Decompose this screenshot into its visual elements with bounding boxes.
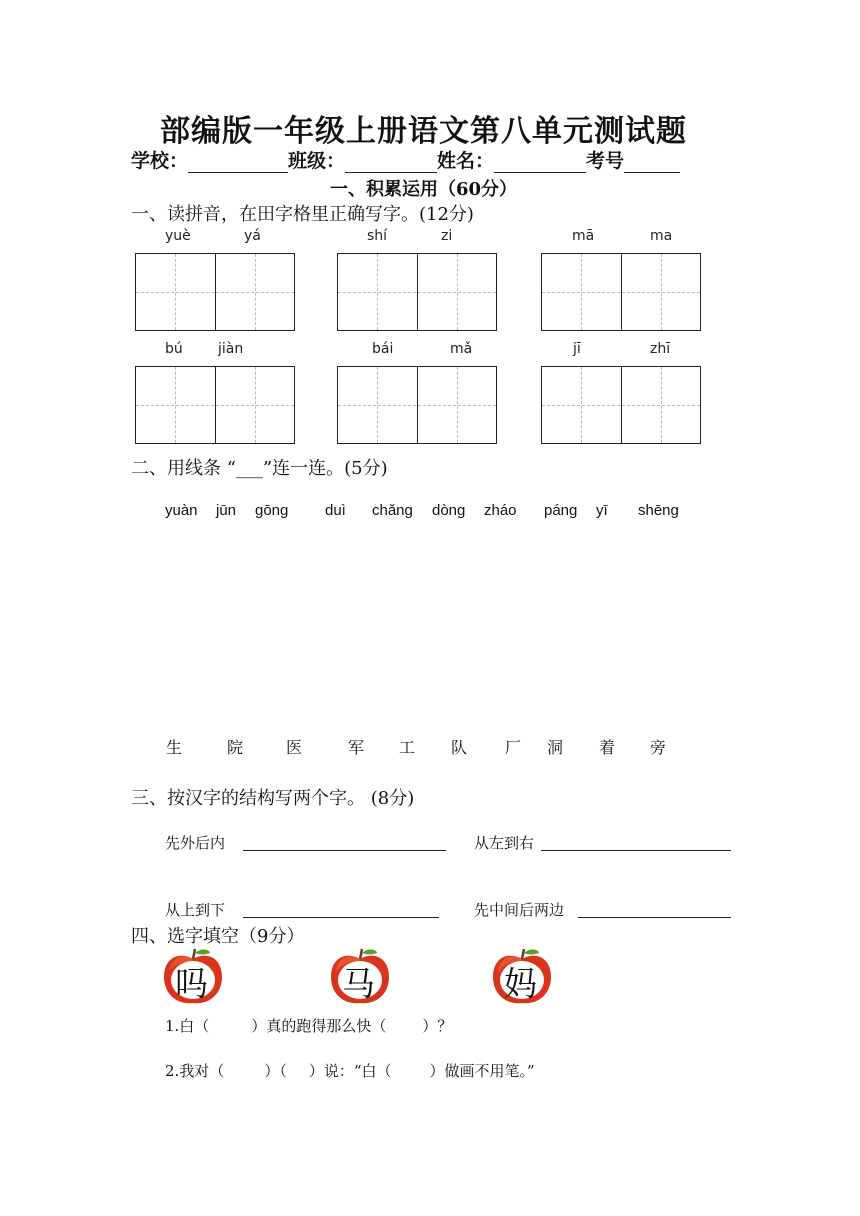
pinyin-word: gōng xyxy=(255,502,289,519)
hanzi-character: 厂 xyxy=(505,738,522,757)
sentence-1-part: ）真的跑得那么快（ xyxy=(251,1017,387,1035)
pinyin-label: yuè xyxy=(165,228,191,244)
apple-character-card xyxy=(327,947,393,1007)
class-blank[interactable] xyxy=(345,156,437,173)
structure-label: 先中间后两边 xyxy=(474,901,565,919)
pinyin-word: zháo xyxy=(484,502,517,519)
pinyin-label: zi xyxy=(441,228,453,244)
pinyin-label: shí xyxy=(367,228,388,244)
hanzi-character: 着 xyxy=(599,738,616,757)
sentence-1-part: ）？ xyxy=(422,1017,453,1035)
pinyin-label: mā xyxy=(572,228,595,244)
pinyin-word: yuàn xyxy=(165,502,198,519)
structure-label: 从上到下 xyxy=(165,901,226,919)
hanzi-character: 洞 xyxy=(547,738,564,757)
hanzi-character: 院 xyxy=(227,738,244,757)
student-info-row xyxy=(131,146,680,173)
sentence-2-part: 2.我对（ xyxy=(165,1062,225,1080)
name-blank[interactable] xyxy=(494,156,586,173)
pinyin-label: jiàn xyxy=(218,341,244,357)
apple-character: 吗 xyxy=(175,964,208,1003)
pinyin-word: chǎng xyxy=(372,502,413,519)
answer-line[interactable] xyxy=(541,850,731,851)
pinyin-word: shēng xyxy=(638,502,679,519)
pinyin-label: jī xyxy=(573,341,581,357)
hanzi-character: 队 xyxy=(451,738,468,757)
page-title: 部编版一年级上册语文第八单元测试题 xyxy=(160,114,687,149)
hanzi-character: 医 xyxy=(286,738,303,757)
hanzi-character: 军 xyxy=(348,738,365,757)
sentence-2-part: ）说：“白（ xyxy=(308,1062,392,1080)
number-blank[interactable] xyxy=(624,156,680,173)
structure-label: 从左到右 xyxy=(474,834,535,852)
apple-character: 马 xyxy=(342,964,375,1003)
sentence-2-part: ）做画不用笔。” xyxy=(429,1062,535,1080)
school-label: 学校： xyxy=(131,150,189,172)
tianzige-box[interactable] xyxy=(541,366,701,444)
pinyin-label: bú xyxy=(165,341,183,357)
pinyin-label: mǎ xyxy=(450,341,473,357)
question-1-heading: 一、读拼音，在田字格里正确写字。(12分) xyxy=(131,204,474,225)
pinyin-word: yī xyxy=(596,502,608,519)
pinyin-label: zhī xyxy=(650,341,671,357)
sentence-1-part: 1.白（ xyxy=(165,1017,210,1035)
section-heading: 一、积累运用（60分） xyxy=(330,179,518,200)
sentence-2-part: ）（ xyxy=(264,1062,287,1080)
pinyin-word: duì xyxy=(325,502,346,519)
pinyin-word: jūn xyxy=(216,502,237,519)
pinyin-label: ma xyxy=(650,228,673,244)
apple-character-card xyxy=(160,947,226,1007)
pinyin-word: páng xyxy=(544,502,578,519)
pinyin-word: dòng xyxy=(432,502,466,519)
answer-line[interactable] xyxy=(243,917,439,918)
apple-character-card xyxy=(489,947,555,1007)
question-2-heading: 二、用线条 “___”连一连。(5分) xyxy=(131,458,388,479)
answer-line[interactable] xyxy=(578,917,731,918)
pinyin-label: bái xyxy=(372,341,394,357)
sentence-1 xyxy=(165,1015,452,1036)
sentence-2 xyxy=(165,1060,535,1081)
pinyin-label: yá xyxy=(244,228,261,244)
structure-label: 先外后内 xyxy=(165,834,226,852)
school-blank[interactable] xyxy=(188,156,288,173)
number-label: 考号 xyxy=(586,150,625,172)
question-3-heading: 三、按汉字的结构写两个字。 (8分) xyxy=(131,788,415,809)
tianzige-box[interactable] xyxy=(541,253,701,331)
apple-character: 妈 xyxy=(504,964,537,1003)
question-4-heading: 四、选字填空（9分） xyxy=(131,926,305,947)
tianzige-box[interactable] xyxy=(337,253,497,331)
hanzi-character: 工 xyxy=(399,738,416,757)
hanzi-character: 旁 xyxy=(650,738,667,757)
name-label: 姓名： xyxy=(437,150,495,172)
tianzige-box[interactable] xyxy=(337,366,497,444)
tianzige-box[interactable] xyxy=(135,253,295,331)
answer-line[interactable] xyxy=(243,850,446,851)
class-label: 班级： xyxy=(288,150,346,172)
tianzige-box[interactable] xyxy=(135,366,295,444)
hanzi-character: 生 xyxy=(166,738,183,757)
